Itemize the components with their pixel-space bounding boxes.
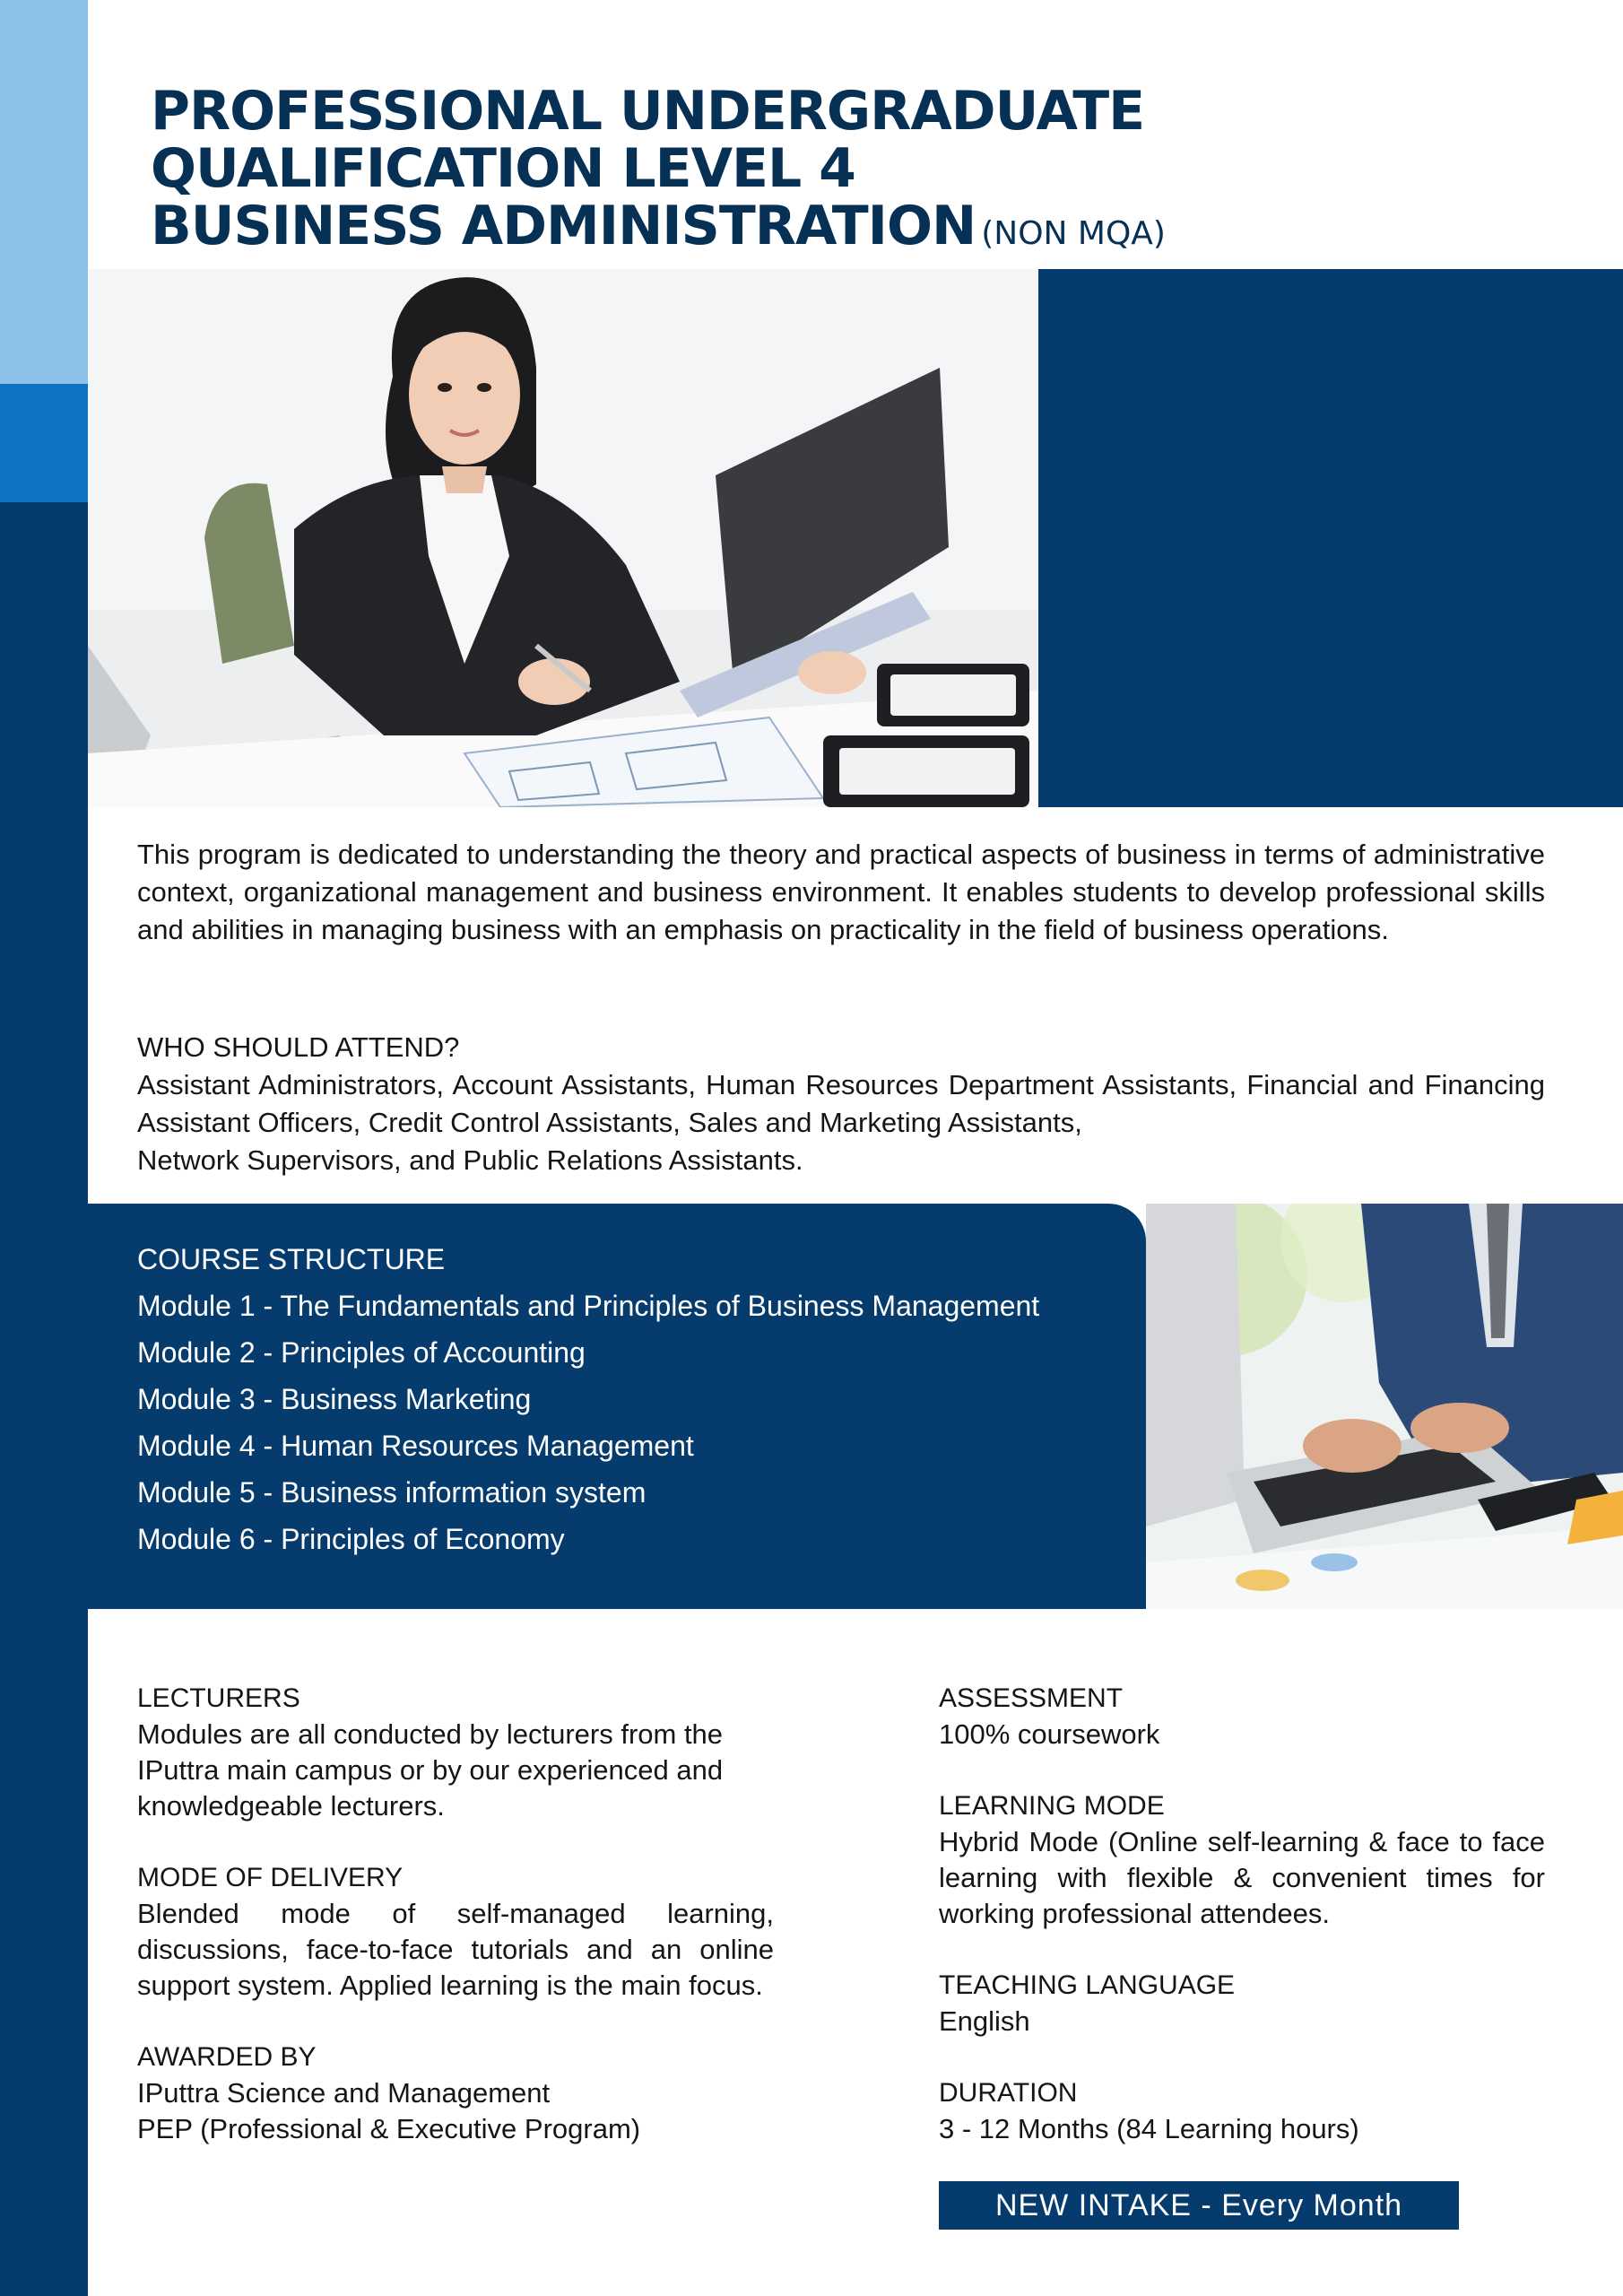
lecturers-heading: LECTURERS	[137, 1683, 300, 1713]
new-intake-banner: NEW INTAKE - Every Month	[939, 2181, 1459, 2230]
awarded-line-1: IPuttra Science and Management	[137, 2077, 551, 2109]
page-title	[151, 80, 1451, 263]
intro-paragraph: This program is dedicated to understanding the theory and practical aspects of business in terms of administrative context, organizational management and business environment. It enables students to develop professional skills and abilities in managing business with an emphasis on practicality in the field of business operations.	[137, 839, 1545, 945]
module-item: Module 5 - Business information system	[137, 1476, 647, 1509]
assessment-body: 100% coursework	[939, 1718, 1160, 1750]
module-item: Module 4 - Human Resources Management	[137, 1430, 694, 1462]
info-right-column	[939, 1681, 1545, 2147]
title-line-1: PROFESSIONAL UNDERGRADUATE	[151, 80, 1145, 143]
hero-navy-block	[1038, 269, 1623, 807]
attend-heading: WHO SHOULD ATTEND?	[137, 1031, 460, 1063]
businesswoman-illustration	[88, 269, 1038, 807]
module-item: Module 1 - The Fundamentals and Principles of Business Management	[137, 1290, 1040, 1322]
duration-body: 3 - 12 Months (84 Learning hours)	[939, 2113, 1359, 2144]
laptop-illustration	[1146, 1204, 1623, 1609]
title-line-2: QUALIFICATION LEVEL 4	[151, 137, 855, 200]
accent-strip-mid	[0, 384, 88, 502]
attend-line-1: Assistant Administrators, Account Assistants, Human Resources Department Assistants, Financial and Financing Assistant Officers, Credit Control Assistants, Sales and Marketing Assistants,	[137, 1069, 1545, 1138]
hero-photo-businesswoman	[88, 269, 1038, 807]
learning-mode-body: Hybrid Mode (Online self-learning & face to face learning with flexible & convenient times for working professional attendees.	[939, 1826, 1545, 1929]
delivery-heading: MODE OF DELIVERY	[137, 1863, 404, 1892]
learning-mode-heading: LEARNING MODE	[939, 1791, 1165, 1821]
module-item: Module 3 - Business Marketing	[137, 1383, 532, 1415]
awarded-heading: AWARDED BY	[137, 2042, 317, 2072]
module-item: Module 2 - Principles of Accounting	[137, 1336, 586, 1369]
delivery-body: Blended mode of self-managed learning, discussions, face-to-face tutorials and an online support system. Applied learning is the main focus.	[137, 1898, 774, 2001]
assessment-heading: ASSESSMENT	[939, 1683, 1124, 1713]
attend-body	[137, 1066, 1545, 1179]
accent-strip-light	[0, 0, 88, 384]
course-photo-laptop	[1146, 1204, 1623, 1609]
language-heading: TEACHING LANGUAGE	[939, 1970, 1236, 2000]
duration-heading: DURATION	[939, 2078, 1078, 2108]
module-item: Module 6 - Principles of Economy	[137, 1523, 565, 1555]
info-left-column	[137, 1681, 774, 2147]
title-suffix: (NON MQA)	[981, 215, 1166, 252]
title-line-3-text: BUSINESS ADMINISTRATION	[151, 195, 976, 257]
lecturers-body: Modules are all conducted by lecturers from the IPuttra main campus or by our experienced and knowledgeable lecturers.	[137, 1718, 724, 1822]
title-line-3	[151, 197, 1451, 263]
language-body: English	[939, 2005, 1030, 2037]
accent-strip-dark	[0, 502, 88, 2296]
attend-line-2: Network Supervisors, and Public Relations Assistants.	[137, 1144, 803, 1176]
awarded-line-2: PEP (Professional & Executive Program)	[137, 2113, 641, 2144]
course-structure-heading: COURSE STRUCTURE	[137, 1243, 446, 1275]
